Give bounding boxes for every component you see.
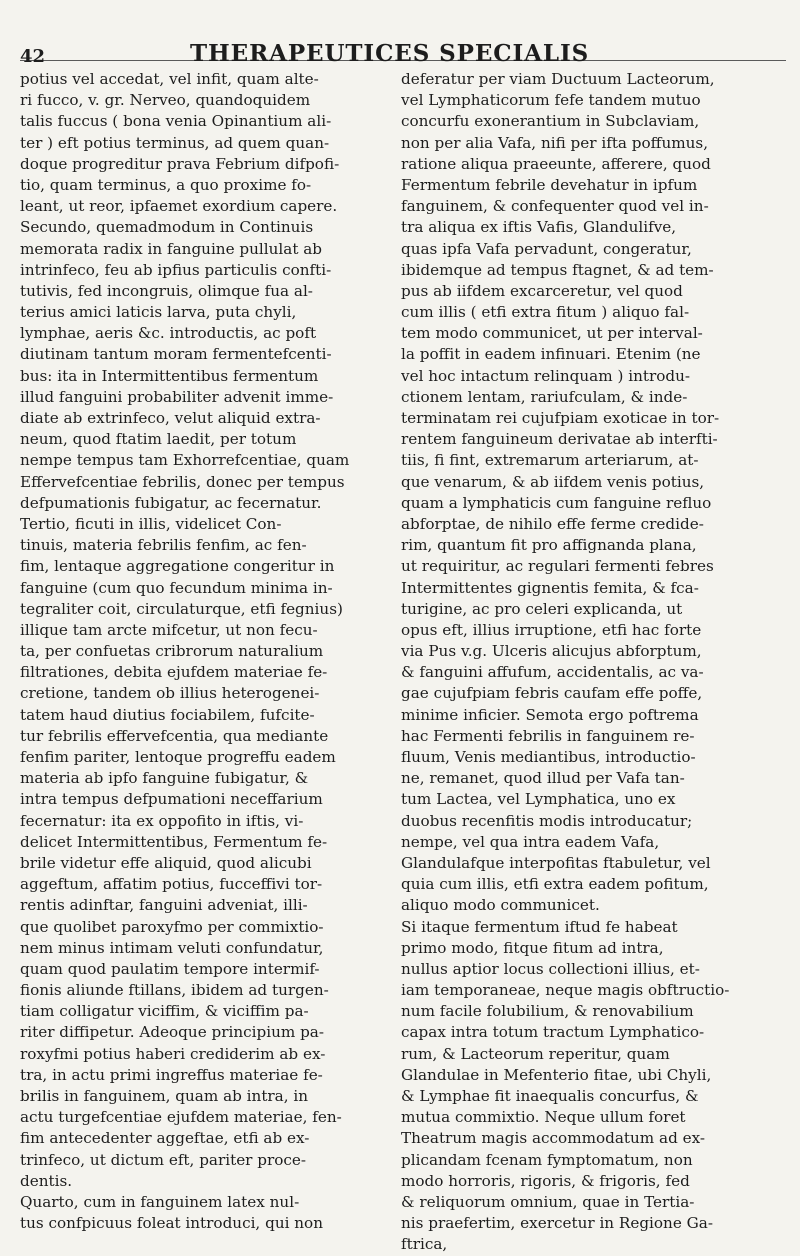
text-line: mutua commixtio. Neque ullum foret	[401, 1108, 686, 1127]
text-line: fluum, Venis mediantibus, introductio-	[401, 748, 696, 766]
text-line: doque progreditur prava Febrium difpofi-	[20, 154, 340, 173]
text-line: Tertio, ficuti in illis, videlicet Con-	[20, 514, 282, 533]
text-line: ne, remanet, quod illud per Vafa tan-	[401, 769, 685, 788]
text-line: quam quod paulatim tempore intermif-	[20, 959, 320, 978]
text-line: talis fuccus ( bona venia Opinantium ali-	[20, 112, 332, 131]
text-line: terminatam rei cujufpiam exoticae in tor-	[401, 409, 720, 427]
text-line: vel hoc intactum relinquam ) introdu-	[401, 366, 690, 385]
text-line: tum Lactea, vel Lymphatica, uno ex	[401, 790, 676, 809]
text-line: potius vel accedat, vel infit, quam alte-	[20, 70, 319, 88]
text-line: tio, quam terminus, a quo proxime fo-	[20, 175, 312, 194]
text-line: gae cujufpiam febris caufam effe poffe,	[401, 684, 703, 703]
text-line: illud fanguini probabiliter advenit imme-	[20, 387, 334, 406]
text-line: & fanguini affufum, accidentalis, ac va-	[401, 663, 704, 682]
text-line: tiis, fi fint, extremarum arteriarum, at-	[401, 451, 699, 470]
text-line: fanguine (cum quo fecundum minima in-	[20, 578, 333, 597]
text-line: brile videtur effe aliquid, quod alicubi	[20, 853, 312, 872]
text-line: tutivis, fed incongruis, olimque fua al-	[20, 281, 313, 300]
text-line: Intermittentes gignentis femita, & fca-	[401, 578, 699, 597]
text-line: que venarum, & ab iifdem venis potius,	[401, 472, 705, 491]
text-line: brilis in fanguinem, quam ab intra, in	[20, 1087, 309, 1105]
text-line: bus: ita in Intermittentibus fermentum	[20, 366, 319, 385]
text-line: tiam colligatur viciffim, & viciffim pa-	[20, 1002, 309, 1021]
text-line: via Pus v.g. Ulceris alicujus abforptum,	[401, 642, 702, 661]
text-line: roxyfmi potius haberi crediderim ab ex-	[20, 1044, 326, 1063]
text-columns	[20, 69, 786, 1256]
text-line: rentem fanguineum derivatae ab interfti-	[401, 430, 718, 449]
text-line: nem minus intimam veluti confundatur,	[20, 938, 324, 957]
text-line: modo horroris, rigoris, & frigoris, fed	[401, 1171, 690, 1190]
text-line: rentis adinftar, fanguini adveniat, illi-	[20, 896, 308, 915]
text-line: cretione, tandem ob illius heterogenei-	[20, 684, 320, 703]
text-line: fim antecedenter aggeftae, etfi ab ex-	[20, 1129, 310, 1148]
text-line: turigine, ac pro celeri explicanda, ut	[401, 599, 683, 618]
text-line: rum, & Lacteorum reperitur, quam	[401, 1044, 670, 1063]
text-line: que quolibet paroxyfmo per commixtio-	[20, 917, 324, 936]
text-line: diate ab extrinfeco, velut aliquid extra-	[20, 409, 321, 427]
text-line: tem modo communicet, ut per interval-	[401, 324, 703, 343]
text-line: memorata radix in fanguine pullulat ab	[20, 239, 323, 258]
text-line: leant, ut reor, ipfaemet exordium capere.	[20, 197, 338, 216]
text-line: materia ab ipfo fanguine fubigatur, &	[20, 769, 309, 788]
text-line: Theatrum magis accommodatum ad ex-	[401, 1129, 706, 1148]
page-header	[20, 26, 786, 67]
text-line: Si itaque fermentum iftud fe habeat	[401, 917, 678, 936]
text-line: tatem haud diutius fociabilem, fufcite-	[20, 705, 315, 724]
text-line: fecernatur: ita ex oppofito in iftis, vi-	[20, 811, 304, 830]
text-line: fanguinem, & confequenter quod vel in-	[401, 197, 709, 216]
text-line: tegraliter coit, circulaturque, etfi fegnius)	[20, 599, 343, 618]
text-line: capax intra totum tractum Lymphatico-	[401, 1023, 705, 1042]
text-line: ta, per confuetas cribrorum naturalium	[20, 642, 324, 661]
text-line: delicet Intermittentibus, Fermentum fe-	[20, 832, 328, 851]
text-line: riter diffipetur. Adeoque principium pa-	[20, 1023, 324, 1042]
text-line: quia cum illis, etfi extra eadem pofitum,	[401, 875, 709, 894]
text-line: nullus aptior locus collectioni illius, et-	[401, 959, 700, 978]
text-line: filtrationes, debita ejufdem materiae fe-	[20, 663, 328, 682]
text-line: tra, in actu primi ingreffus materiae fe-	[20, 1065, 323, 1084]
text-line: trinfeco, ut dictum eft, pariter proce-	[20, 1150, 307, 1169]
text-line: lymphae, aeris &c. introductis, ac poft	[20, 324, 317, 343]
text-line: ter ) eft potius terminus, ad quem quan-	[20, 133, 330, 152]
text-line: Quarto, cum in fanguinem latex nul-	[20, 1192, 300, 1211]
text-line: illique tam arcte mifcetur, ut non fecu-	[20, 620, 318, 639]
text-line: terius amici laticis larva, puta chyli,	[20, 303, 297, 322]
text-line: primo modo, fitque fitum ad intra,	[401, 938, 664, 957]
text-line: la poffit in eadem infinuari. Etenim (ne	[401, 345, 701, 364]
text-line: ratione aliqua praeeunte, afferere, quod	[401, 154, 711, 173]
text-line: tur febrilis effervefcentia, qua mediante	[20, 726, 329, 745]
text-line: ctionem lentam, rariufculam, & inde-	[401, 387, 688, 406]
text-line: ftrica,	[401, 1235, 448, 1254]
text-line: aliquo modo communicet.	[401, 896, 600, 915]
text-line: Secundo, quemadmodum in Continuis	[20, 218, 314, 237]
text-line: ut requiritur, ac regulari fermenti febres	[401, 557, 714, 576]
right-column	[401, 69, 766, 1256]
text-line: & reliquorum omnium, quae in Tertia-	[401, 1192, 695, 1211]
text-line: Glandulae in Mefenterio fitae, ubi Chyli,	[401, 1065, 712, 1084]
text-line: abforptae, de nihilo effe ferme credide-	[401, 514, 704, 533]
text-line: defpumationis fubigatur, ac fecernatur.	[20, 493, 322, 512]
text-line: hac Fermenti febrilis in fanguinem re-	[401, 726, 695, 745]
text-line: duobus recenfitis modis introducatur;	[401, 811, 693, 830]
text-line: cum illis ( etfi extra fitum ) aliquo fal-	[401, 303, 690, 322]
text-line: quam a lymphaticis cum fanguine refluo	[401, 493, 712, 512]
text-line: rim, quantum fit pro affignanda plana,	[401, 536, 697, 555]
text-line: actu turgefcentiae ejufdem materiae, fen-	[20, 1108, 342, 1127]
text-line: minime inficier. Semota ergo poftrema	[401, 705, 699, 724]
text-line: nempe tempus tam Exhorrefcentiae, quam	[20, 451, 350, 470]
text-line: deferatur per viam Ductuum Lacteorum,	[401, 70, 715, 88]
text-line: iam temporaneae, neque magis obftructio-	[401, 981, 730, 1000]
text-line: concurfu exonerantium in Subclaviam,	[401, 112, 700, 131]
text-line: diutinam tantum moram fermentefcenti-	[20, 345, 332, 364]
text-line: Effervefcentiae febrilis, donec per tempus	[20, 472, 345, 491]
text-line: pus ab iifdem excarceretur, vel quod	[401, 281, 683, 300]
text-line: fenfim pariter, lentoque progreffu eadem	[20, 748, 336, 766]
text-line: nempe, vel qua intra eadem Vafa,	[401, 832, 660, 851]
text-line: tra aliqua ex iftis Vafis, Glandulifve,	[401, 218, 677, 237]
text-line: ibidemque ad tempus ftagnet, & ad tem-	[401, 260, 714, 279]
text-line: ri fucco, v. gr. Nerveo, quandoquidem	[20, 91, 311, 110]
text-line: Glandulafque interpofitas ftabuletur, vel	[401, 853, 711, 872]
text-line: intra tempus defpumationi neceffarium	[20, 790, 323, 809]
left-column	[20, 69, 385, 1256]
text-line: opus eft, illius irruptione, etfi hac forte	[401, 620, 702, 639]
text-line: & Lymphae fit inaequalis concurfus, &	[401, 1087, 699, 1105]
text-line: neum, quod ftatim laedit, per totum	[20, 430, 297, 449]
text-line: vel Lymphaticorum fefe tandem mutuo	[401, 91, 701, 110]
running-head-title: THERAPEUTICES SPECIALIS	[190, 40, 590, 67]
text-line: fim, lentaque aggregatione congeritur in	[20, 557, 335, 576]
text-line: fionis aliunde ftillans, ibidem ad turgen-	[20, 981, 329, 1000]
text-line: dentis.	[20, 1171, 73, 1190]
text-line: nis praefertim, exercetur in Regione Ga-	[401, 1214, 713, 1233]
text-line: aggeftum, affatim potius, fucceffivi tor-	[20, 875, 323, 894]
page-number: 42	[20, 46, 46, 67]
text-line: Fermentum febrile devehatur in ipfum	[401, 175, 698, 194]
text-line: quas ipfa Vafa pervadunt, congeratur,	[401, 239, 692, 258]
text-line: non per alia Vafa, nifi per ifta poffumus,	[401, 133, 709, 152]
text-line: tinuis, materia febrilis fenfim, ac fen-	[20, 536, 307, 555]
text-line: num facile folubilium, & renovabilium	[401, 1002, 694, 1021]
text-line: plicandam fcenam fymptomatum, non	[401, 1150, 693, 1169]
text-line: intrinfeco, feu ab ipfius particulis confti-	[20, 260, 332, 279]
text-line: tus confpicuus foleat introduci, qui non	[20, 1214, 323, 1233]
